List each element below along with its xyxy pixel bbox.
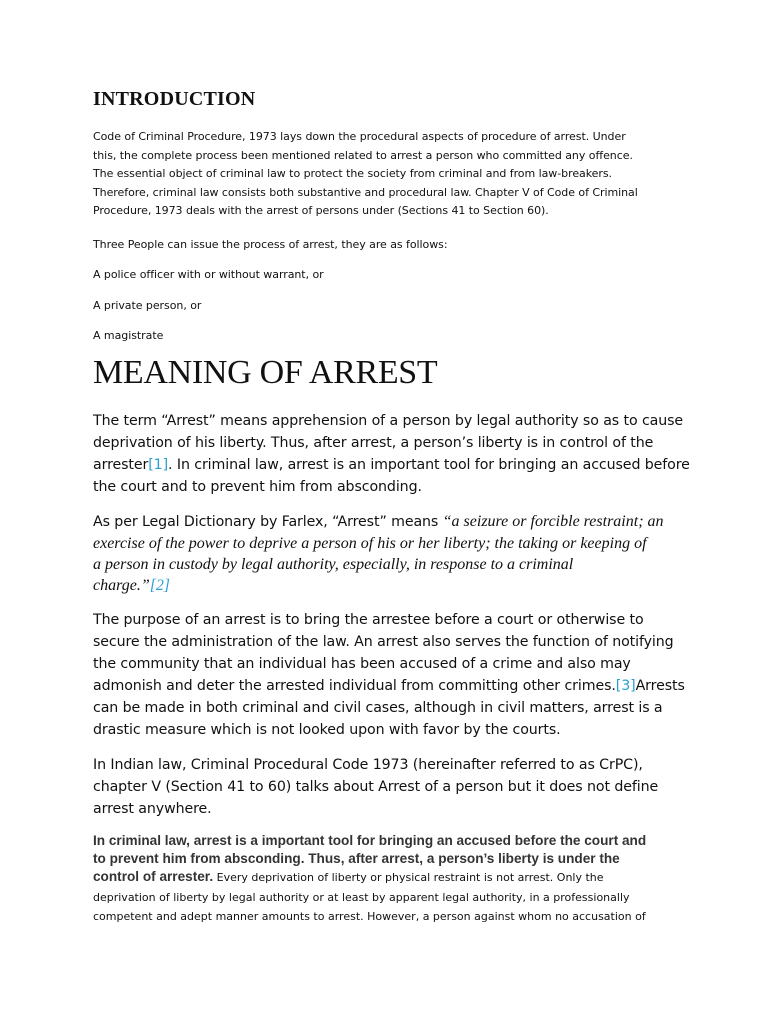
list-item: A magistrate (93, 329, 164, 342)
quote-line: a person in custody by legal authority, especially, in response to a criminal (93, 556, 574, 573)
criminal-law-paragraph (93, 832, 683, 927)
paragraph-line: can be made in both criminal and civil cases, although in civil matters, arrest is a (93, 700, 663, 716)
paragraph-line: chapter V (Section 41 to 60) talks about Arrest of a person but it does not define (93, 779, 659, 795)
text-segment: . In criminal law, arrest is an important tool for bringing an accused before (168, 457, 690, 473)
quote-text: “a seizure or forcible restraint; an (442, 513, 664, 530)
text-segment: Arrests (635, 678, 685, 694)
three-people-text: Three People can issue the process of arrest, they are as follows: (93, 238, 448, 251)
paragraph-line (93, 675, 685, 697)
paragraph-line: Therefore, criminal law consists both substantive and procedural law. Chapter V of Code of Criminal (93, 185, 638, 199)
paragraph-line: The purpose of an arrest is to bring the arrestee before a court or otherwise to (93, 612, 644, 628)
paragraph-line: this, the complete process been mentioned related to arrest a person who committed any offence. (93, 148, 633, 162)
indian-law-paragraph (93, 754, 658, 820)
paragraph-line (93, 511, 683, 533)
paragraph-line: competent and adept manner amounts to arrest. However, a person against whom no accusation of (93, 910, 646, 923)
paragraph-line: deprivation of liberty by legal authority or at least by apparent legal authority, in a professionally (93, 890, 630, 904)
purpose-paragraph (93, 609, 685, 741)
paragraph-line: secure the administration of the law. An arrest also serves the function of notifying (93, 634, 674, 650)
paragraph-line: Code of Criminal Procedure, 1973 lays down the procedural aspects of procedure of arrest. Under (93, 130, 626, 143)
paragraph-line: The term “Arrest” means apprehension of a person by legal authority so as to cause (93, 413, 684, 429)
paragraph-line: drastic measure which is not looked upon with favor by the courts. (93, 722, 561, 738)
meaning-of-arrest-heading: MEANING OF ARREST (93, 354, 438, 391)
paragraph-line: arrest anywhere. (93, 801, 212, 817)
text-segment: Every deprivation of liberty or physical restraint is not arrest. Only the (213, 871, 604, 884)
list-item: A private person, or (93, 299, 202, 312)
paragraph-line: deprivation of his liberty. Thus, after arrest, a person’s liberty is in control of the (93, 435, 654, 451)
paragraph-line (93, 454, 690, 476)
paragraph-line: the court and to prevent him from absconding. (93, 479, 422, 495)
quote-text: charge.” (93, 577, 150, 594)
text-segment: As per Legal Dictionary by Farlex, “Arrest” means (93, 514, 443, 530)
bold-text: control of arrester. (93, 869, 214, 884)
footnote-ref-1-link[interactable]: [1] (148, 457, 169, 473)
bold-line: In criminal law, arrest is a important tool for bringing an accused before the court and (93, 833, 647, 848)
quote-line: exercise of the power to deprive a person of his or her liberty; the taking or keeping of (93, 535, 647, 552)
text-segment: admonish and deter the arrested individual from committing other crimes. (93, 678, 616, 694)
paragraph-line: The essential object of criminal law to protect the society from criminal and from law-breakers. (93, 167, 612, 181)
paragraph-line (93, 867, 683, 888)
footnote-ref-2-link[interactable]: [2] (149, 577, 170, 594)
paragraph-line (93, 575, 683, 597)
list-item: A police officer with or without warrant, or (93, 268, 324, 281)
text-segment: arrester (93, 457, 149, 473)
introduction-heading: INTRODUCTION (93, 88, 256, 110)
paragraph-line: In Indian law, Criminal Procedural Code 1973 (hereinafter referred to as CrPC), (93, 757, 643, 773)
legal-dictionary-paragraph (93, 511, 683, 597)
footnote-ref-3-link[interactable]: [3] (615, 678, 636, 694)
term-paragraph (93, 410, 690, 498)
bold-line: to prevent him from absconding. Thus, after arrest, a person’s liberty is under the (93, 850, 620, 866)
paragraph-line: Procedure, 1973 deals with the arrest of persons under (Sections 41 to Section 60). (93, 204, 549, 218)
paragraph-line: the community that an individual has been accused of a crime and also may (93, 656, 631, 672)
introduction-paragraph (93, 128, 683, 221)
